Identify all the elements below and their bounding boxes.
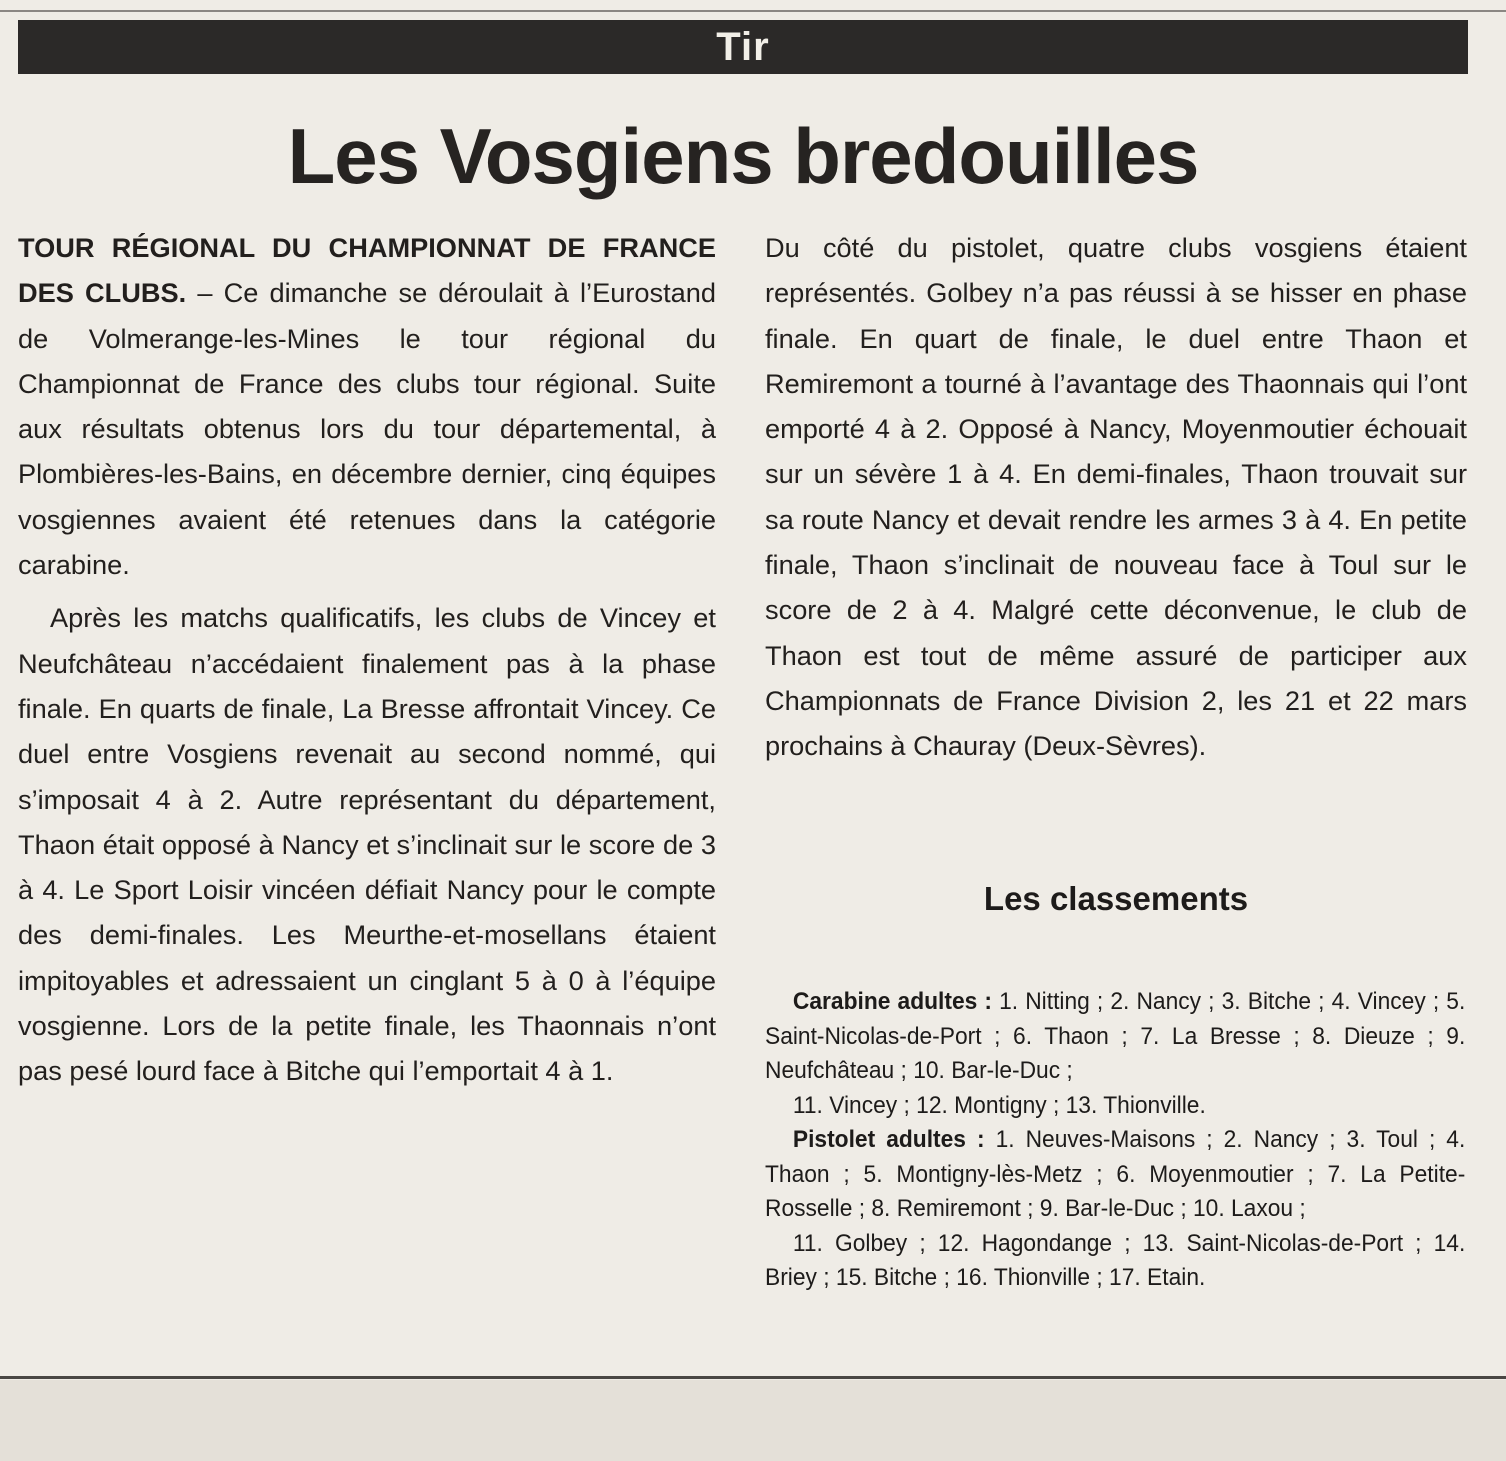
article-paragraph-3: Du côté du pistolet, quatre clubs vosgiens étaient représentés. Golbey n’a pas réussi à se hisser en phase finale. En quart de finale, le duel entre Thaon et Remiremont a tourné à l’avantage des Thaonnais qui l’ont emporté 4 à 2. Opposé à Nancy, Moyenmoutier échouait sur un sévère 1 à 4. En demi-finales, Thaon trouvait sur sa route Nancy et devait rendre les armes 3 à 4. En petite finale, Thaon s’inclinait de nouveau face à Toul sur le score de 2 à 4. Malgré cette déconvenue, le club de Thaon est tout de même assuré de participer aux Championnats de France Division 2, les 21 et 22 mars prochains à Chauray (Deux-Sèvres). [765, 232, 1467, 762]
rankings-title: Les classements [983, 880, 1249, 917]
rankings-pistolet-label: Pistolet adultes : [792, 1126, 985, 1153]
top-rule [0, 10, 1506, 12]
section-rubric: Tir [18, 20, 1468, 74]
article-column-left [18, 225, 716, 1094]
rankings-carabine-label: Carabine adultes : [792, 988, 992, 1015]
article-column-right [765, 225, 1467, 769]
rankings-pistolet [765, 1123, 1465, 1227]
rankings-pistolet-list: 1. Neuves-Maisons ; 2. Nancy ; 3. Toul ; 4. Thaon ; 5. Montigny-lès-Metz ; 6. Moyenmoutier ; 7. La Petite-Rosselle ; 8. Remiremont ; 9. Bar-le-Duc ; 10. Laxou ; [765, 1126, 1466, 1222]
article-paragraph-2: Après les matchs qualificatifs, les clubs de Vincey et Neufchâteau n’accédaient finalement pas à la phase finale. En quarts de finale, La Bresse affrontait Vincey. Ce duel entre Vosgiens revenait au second nommé, qui s’imposait 4 à 2. Autre représentant du département, Thaon était opposé à Nancy et s’inclinait sur le score de 3 à 4. Le Sport Loisir vincéen défiait Nancy pour le compte des demi-finales. Les Meurthe-et-mosellans étaient impitoyables et adressaient un cinglant 5 à 0 à l’équipe vosgienne. Lors de la petite finale, les Thaonnais n’ont pas pesé lourd face à Bitche qui l’emportait 4 à 1. [18, 602, 716, 1087]
bottom-rule [0, 1376, 1506, 1379]
rankings-pistolet-cont: 11. Golbey ; 12. Hagondange ; 13. Saint-Nicolas-de-Port ; 14. Briey ; 15. Bitche ; 16. Thionville ; 17. Etain. [765, 1229, 1466, 1291]
rankings-carabine-list: 1. Nitting ; 2. Nancy ; 3. Bitche ; 4. Vincey ; 5. Saint-Nicolas-de-Port ; 6. Thaon ; 7. La Bresse ; 8. Dieuze ; 9. Neufchâteau ; 10. Bar-le-Duc ; [765, 988, 1466, 1084]
scan-underside [0, 1380, 1506, 1461]
rankings-carabine [765, 985, 1465, 1089]
article-paragraph-1 [18, 225, 716, 587]
rankings-block [765, 985, 1465, 1296]
article-p1-body: – Ce dimanche se déroulait à l’Eurostand de Volmerange-les-Mines le tour régional du Championnat de France des clubs tour régional. Suite aux résultats obtenus lors du tour départemental, à Plombières-les-Bains, en décembre dernier, cinq équipes vosgiennes avaient été retenues dans la catégorie carabine. [18, 277, 717, 581]
rankings-carabine-cont: 11. Vincey ; 12. Montigny ; 13. Thionville. [792, 1091, 1206, 1119]
headline: Les Vosgiens bredouilles [287, 112, 1199, 200]
article-lead: TOUR RÉGIONAL DU CHAMPIONNAT DE FRANCE DES CLUBS. [18, 232, 716, 309]
